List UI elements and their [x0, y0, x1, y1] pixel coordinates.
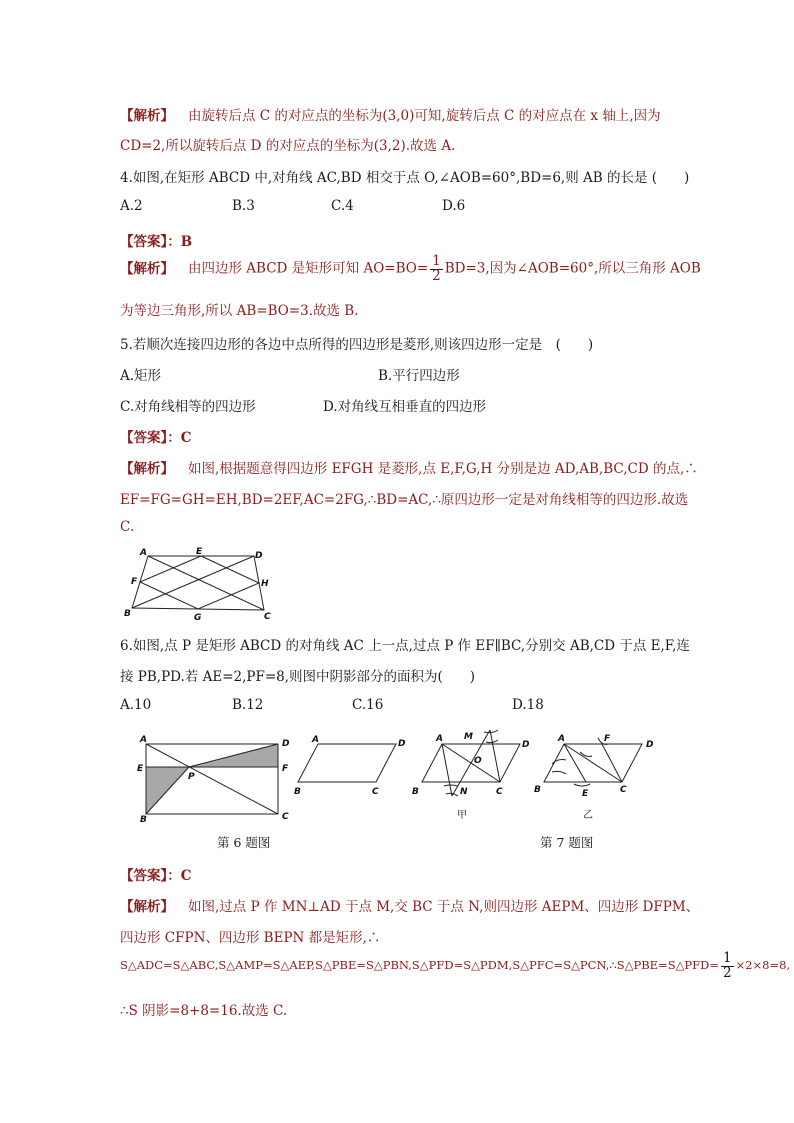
fig7jia-label-c: C: [496, 787, 503, 797]
q3-analysis-line1: [120, 104, 661, 124]
q4-analysis-post: BD=3,因为∠AOB=60°,所以三角形 AOB: [444, 260, 701, 277]
analysis-tag: 【解析】: [120, 899, 174, 915]
analysis-tag: 【解析】: [120, 260, 174, 277]
figure-7-yi: [530, 722, 660, 804]
q5-analysis-line2: EF=FG=GH=EH,BD=2EF,AC=2FG,∴BD=AC,∴原四边形一定是对角线相等的四边形.故选: [120, 492, 689, 508]
fig7yi-label-e: E: [582, 789, 589, 799]
q6-stem-line1: 6.如图,点 P 是矩形 ABCD 的对角线 AC 上一点,过点 P 作 EF∥BC,分别交 AB,CD 于点 E,F,连: [120, 638, 690, 654]
q5-answer: [120, 426, 192, 446]
fig7-label-c: C: [372, 787, 379, 797]
q6-option-b: B.12: [232, 697, 264, 713]
answer-tag: 【答案】: [120, 430, 168, 446]
q5-option-b: B.平行四边形: [378, 368, 460, 384]
q5-option-c: C.对角线相等的四边形: [120, 399, 256, 415]
fig7jia-label-d: D: [522, 740, 530, 750]
frac-num: 1: [432, 253, 441, 269]
fraction-one-half: [721, 952, 734, 980]
answer-value: ：C: [167, 868, 192, 884]
figure-6: [136, 732, 296, 824]
fig7-caption: 第 7 题图: [540, 835, 594, 850]
fig6-label-p: P: [188, 772, 195, 782]
q6-analysis-line3: [120, 952, 790, 980]
q4-analysis-pre: 由四边形 ABCD 是矩形可知 AO=BO=: [188, 260, 429, 277]
q5-option-a: A.矩形: [120, 368, 162, 384]
answer-value: ：B: [167, 234, 193, 250]
q4-option-d: D.6: [442, 198, 466, 214]
q5-figure: [118, 546, 278, 624]
q6-area-result: ×2×8=8,: [735, 958, 791, 972]
q4-option-c: C.4: [331, 198, 354, 214]
fig7-sub-jia: 甲: [457, 810, 467, 821]
fraction-one-half: [430, 255, 443, 283]
q5-option-d: D.对角线互相垂直的四边形: [323, 399, 487, 415]
fig7jia-label-m: M: [464, 732, 473, 742]
q6-option-a: A.10: [120, 697, 152, 713]
label-a: A: [140, 548, 147, 558]
q6-option-d: D.18: [512, 697, 544, 713]
q5-analysis-line1: [120, 457, 698, 477]
answer-value: ：C: [167, 430, 192, 446]
q6-answer: [120, 864, 192, 884]
frac-num: 1: [723, 950, 732, 966]
q5-stem: 5.若顺次连接四边形的各边中点所得的四边形是菱形,则该四边形一定是 ( ): [120, 337, 594, 353]
fig7yi-label-c: C: [620, 785, 627, 795]
frac-den: 2: [432, 267, 441, 284]
fig6-label-a: A: [140, 735, 147, 745]
q5-analysis-text: 如图,根据题意得四边形 EFGH 是菱形,点 E,F,G,H 分别是边 AD,AB,BC,CD 的点,∴: [188, 461, 698, 477]
fig7-label-b: B: [294, 787, 301, 797]
fig6-label-b: B: [140, 815, 147, 824]
answer-tag: 【答案】: [120, 868, 168, 884]
fig6-label-d: D: [282, 739, 290, 749]
fig7-label-d: D: [398, 739, 406, 749]
fig7yi-label-b: B: [534, 785, 541, 795]
fig7-sub-yi: 乙: [583, 810, 593, 821]
label-f: F: [131, 577, 138, 587]
answer-tag: 【答案】: [120, 234, 168, 250]
q4-option-b: B.3: [232, 198, 255, 214]
fig6-label-c: C: [282, 812, 289, 822]
analysis-tag: 【解析】: [120, 461, 174, 477]
q6-analysis-line1: [120, 895, 699, 915]
figure-7-jia: [408, 722, 532, 804]
q5-analysis-line3: C.: [120, 519, 135, 535]
q3-analysis-line2: CD=2,所以旋转后点 D 的对应点的坐标为(3,2).故选 A.: [120, 138, 456, 154]
analysis-tag: 【解析】: [120, 108, 174, 124]
label-d: D: [255, 551, 263, 561]
q6-option-c: C.16: [352, 697, 384, 713]
fig7jia-label-b: B: [412, 787, 419, 797]
q4-answer: [120, 230, 192, 250]
figure-7-parallelogram: [294, 732, 414, 798]
q6-analysis-line2: 四边形 CFPN、四边形 BEPN 都是矩形,∴: [120, 930, 381, 946]
q6-analysis-text: 如图,过点 P 作 MN⊥AD 于点 M,交 BC 于点 N,则四边形 AEPM、四边形 DFPM、: [188, 899, 700, 915]
fig7jia-label-a: A: [436, 734, 443, 744]
fig6-caption: 第 6 题图: [217, 835, 271, 850]
fig6-label-f: F: [282, 764, 289, 774]
fig7yi-label-a: A: [558, 734, 565, 744]
q6-area-equalities: S△ADC=S△ABC,S△AMP=S△AEP,S△PBE=S△PBN,S△PFD=S△PDM,S△PFC=S△PCN,∴S△PBE=S△PFD=: [120, 958, 719, 972]
q4-analysis-line1: [120, 255, 701, 283]
q4-option-a: A.2: [120, 198, 143, 214]
q4-stem: 4.如图,在矩形 ABCD 中,对角线 AC,BD 相交于点 O,∠AOB=60°,BD=6,则 AB 的长是 ( ): [120, 170, 690, 186]
fig7yi-label-d: D: [646, 740, 654, 750]
label-h: H: [261, 579, 269, 589]
fig7yi-label-f: F: [604, 734, 611, 744]
q3-analysis-text: 由旋转后点 C 的对应点的坐标为(3,0)可知,旋转后点 C 的对应点在 x 轴上,因为: [188, 108, 661, 124]
label-g: G: [194, 613, 202, 623]
label-e: E: [196, 547, 203, 557]
q4-analysis-line2: 为等边三角形,所以 AB=BO=3.故选 B.: [120, 303, 359, 319]
fig6-label-e: E: [137, 764, 144, 774]
q6-analysis-line4: ∴S 阴影=8+8=16.故选 C.: [120, 1003, 288, 1019]
label-c: C: [264, 612, 271, 622]
label-b: B: [124, 609, 131, 619]
q6-stem-line2: 接 PB,PD.若 AE=2,PF=8,则图中阴影部分的面积为( ): [120, 669, 476, 685]
frac-den: 2: [723, 964, 732, 981]
fig7jia-label-n: N: [460, 787, 468, 797]
fig7-label-a: A: [312, 735, 319, 745]
fig7jia-label-o: O: [474, 756, 482, 766]
